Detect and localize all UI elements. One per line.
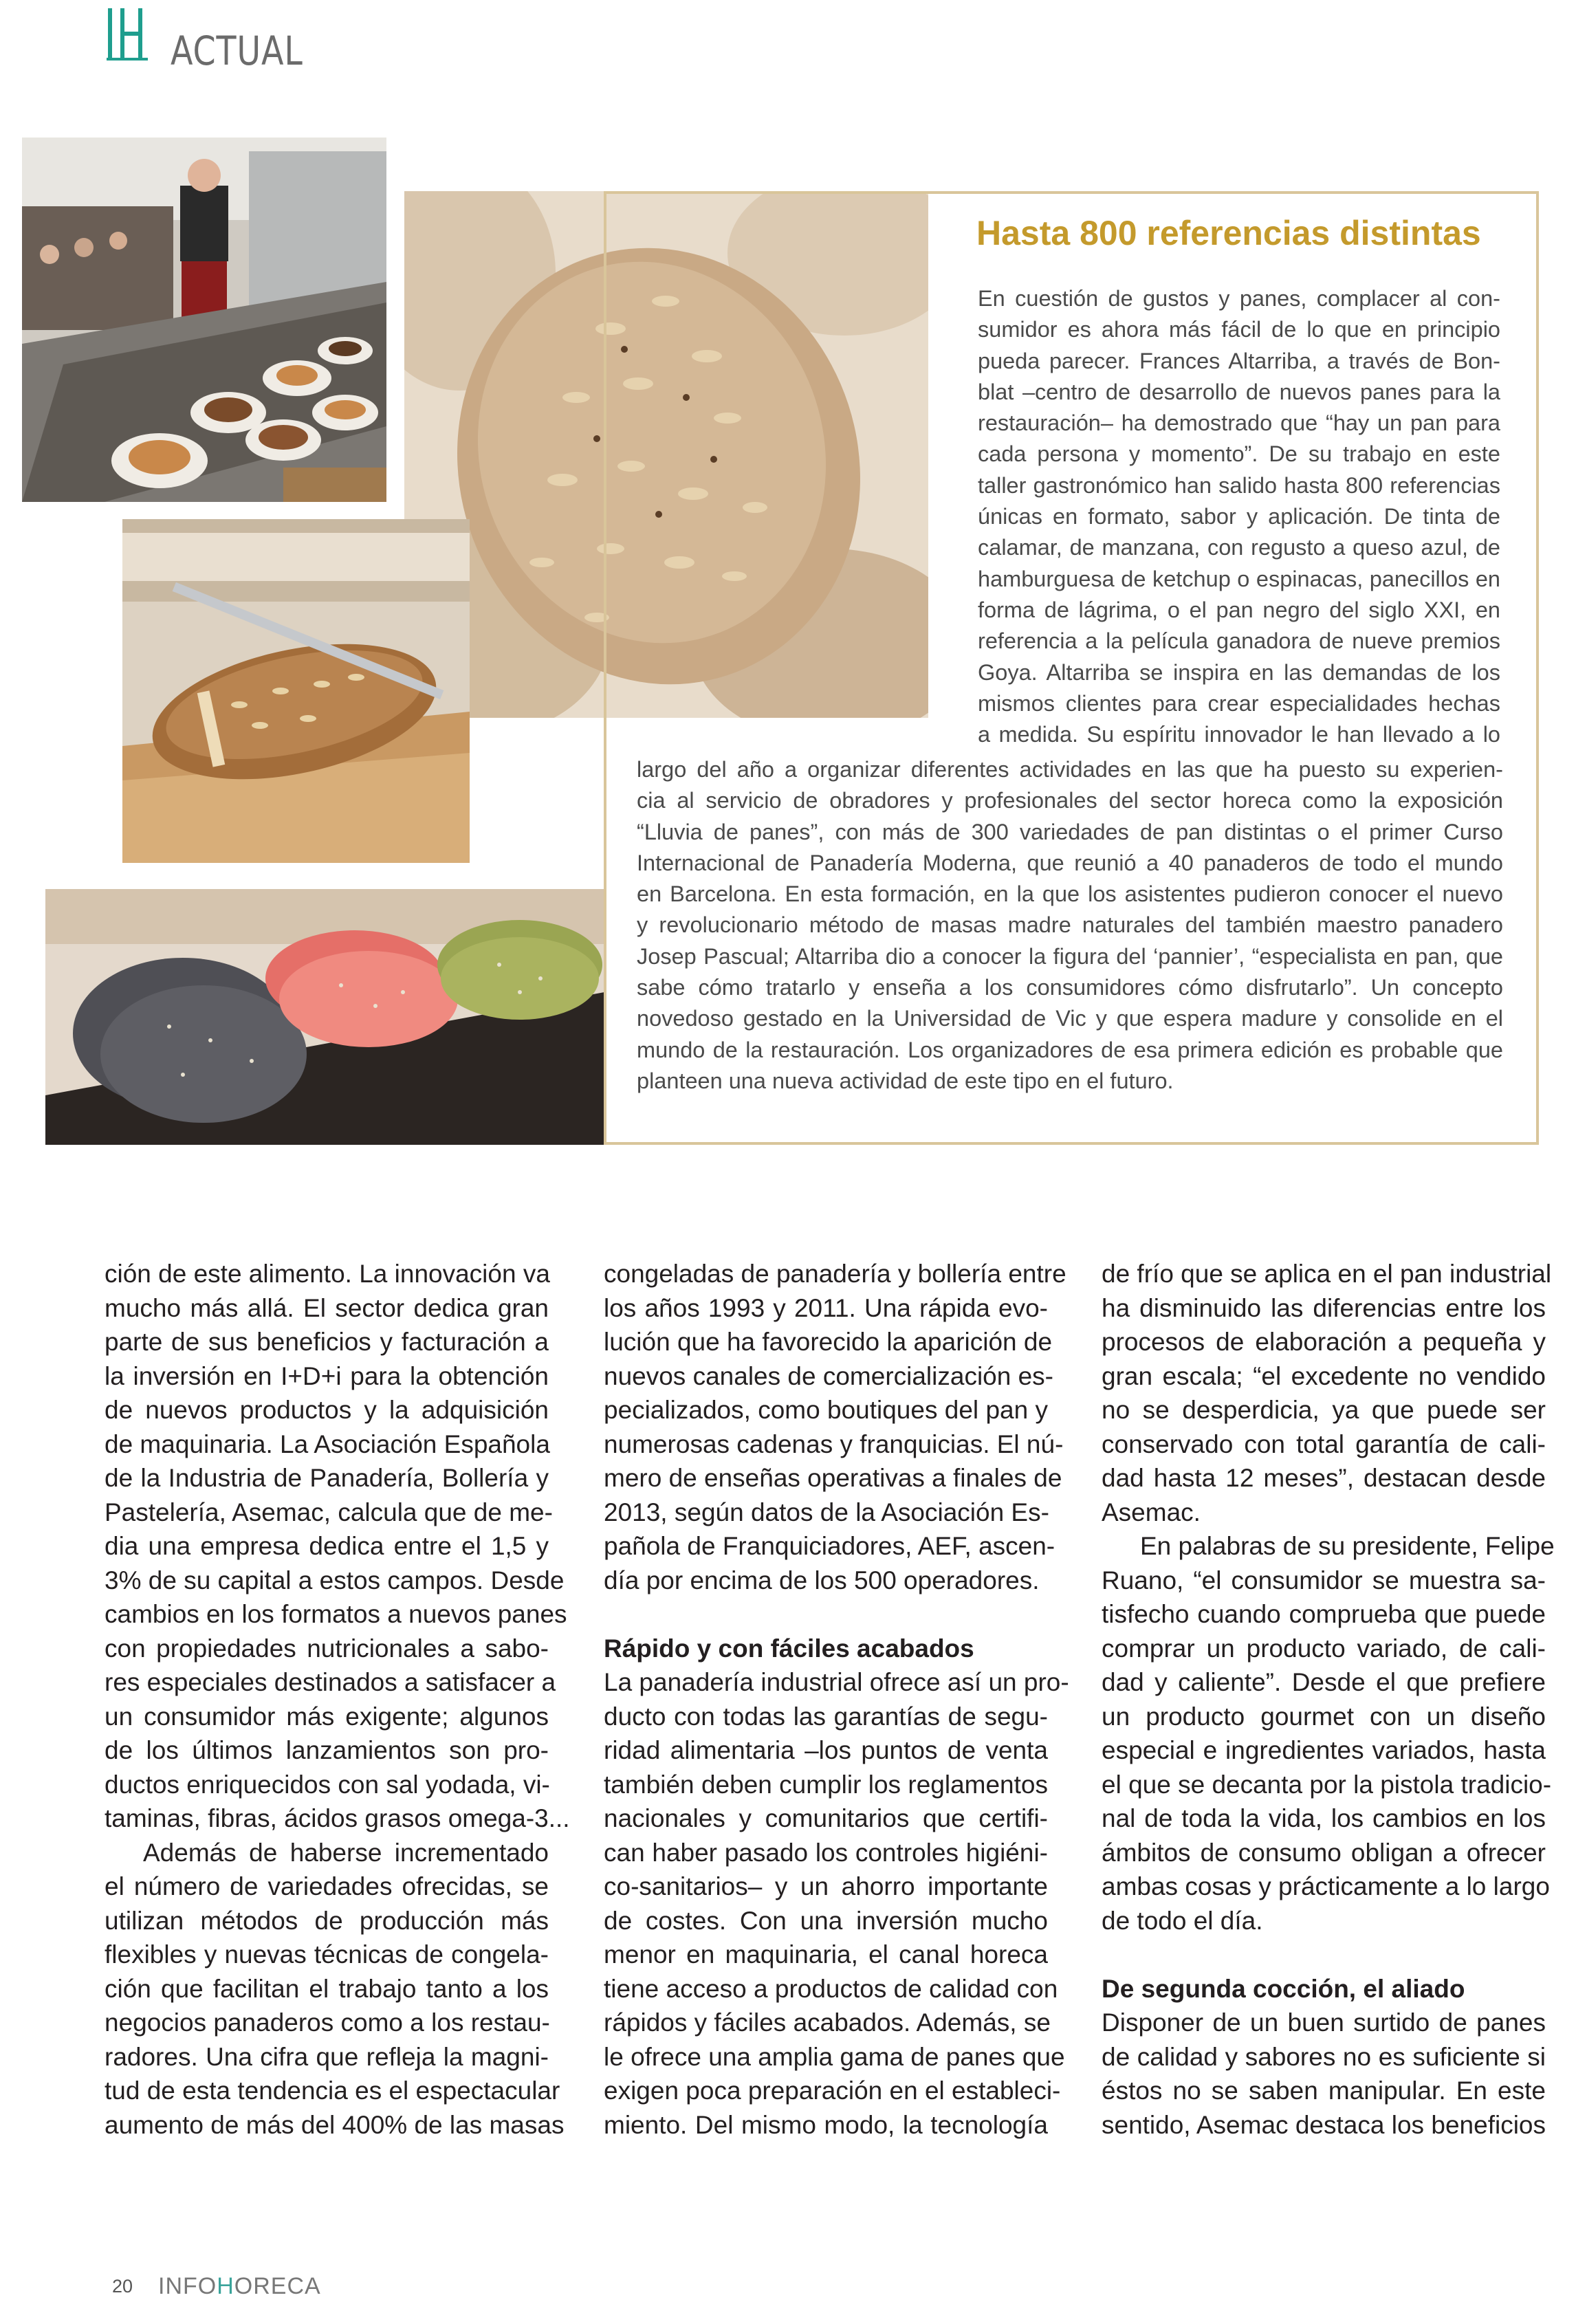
text-line: Goya. Altarriba se inspira en las demandas de los [978, 659, 1500, 685]
text-line: procesos de elaboración a pequeña y [1102, 1328, 1546, 1356]
footer-mag-post: ORECA [234, 2273, 321, 2299]
text-line: dad hasta 12 meses”, destacan desde [1102, 1464, 1546, 1492]
text-line: de calidad y sabores no es suficiente si [1102, 2042, 1546, 2071]
text-line: comprar un producto variado, de cali- [1102, 1634, 1546, 1663]
section-heading: De segunda cocción, el aliado [1102, 1974, 1465, 2003]
text-line: planteen una nueva actividad de este tipo en el futuro. [637, 1068, 1174, 1093]
text-line: aumento de más del 400% de las masas [105, 2110, 565, 2139]
text-line: pecializados, como boutiques del pan y [604, 1396, 1048, 1424]
text-line: los años 1993 y 2011. Una rápida evo- [604, 1293, 1048, 1322]
text-line: tisfecho cuando comprueba que puede [1102, 1600, 1546, 1628]
text-line: de todo el día. [1102, 1906, 1263, 1935]
text-line: de frío que se aplica en el pan industrial [1102, 1260, 1552, 1288]
text-line: mero de enseñas operativas a finales de [604, 1464, 1062, 1492]
sidebar-text-wide [637, 754, 1503, 1097]
text-line: ductos enriquecidos con sal yodada, vi- [105, 1770, 550, 1799]
text-line: el que se decanta por la pistola tradicio- [1102, 1770, 1552, 1799]
text-line: éstos no se saben manipular. En este [1102, 2076, 1546, 2105]
text-line: pueda parecer. Frances Altarriba, a través de Bon- [978, 348, 1500, 373]
text-line: largo del año a organizar diferentes actividades en las que ha puesto su experien- [637, 757, 1503, 782]
colored-burger-buns-photo [45, 889, 604, 1145]
text-line: tud de esta tendencia es el espectacular [105, 2076, 560, 2105]
text-line: Josep Pascual; Altarriba dio a conocer la figura del ‘pannier’, “especialista en pan, que [637, 943, 1503, 969]
text-line: cambios en los formatos a nuevos panes [105, 1600, 567, 1628]
text-line: especial e ingredientes variados, hasta [1102, 1736, 1546, 1764]
text-line: taminas, fibras, ácidos grasos omega-3... [105, 1804, 570, 1832]
text-line: cada persona y momento”. De su trabajo en este [978, 441, 1500, 467]
text-line: ambas cosas y prácticamente a lo largo [1102, 1872, 1550, 1900]
text-line: cia al servicio de obradores y profesionales del sector horeca como la exposición [637, 788, 1503, 813]
footer-mag-h: H [217, 2273, 234, 2299]
text-line: Además de haberse incrementado [143, 1838, 549, 1867]
text-line: 2013, según datos de la Asociación Es- [604, 1498, 1049, 1526]
text-line: no se desperdicia, ya que puede ser [1102, 1396, 1546, 1424]
text-line: can haber pasado los controles higiéni- [604, 1838, 1048, 1867]
text-line: dia una empresa dedica entre el 1,5 y [105, 1532, 549, 1560]
text-line: el número de variedades ofrecidas, se [105, 1872, 549, 1900]
text-line: un producto gourmet con un diseño [1102, 1702, 1546, 1731]
text-line: ducto con todas las garantías de segu- [604, 1702, 1048, 1731]
text-line: Pastelería, Asemac, calcula que de me- [105, 1498, 553, 1526]
text-line: de la Industria de Panadería, Bollería y [105, 1464, 549, 1492]
text-line: parte de sus beneficios y facturación a [105, 1328, 549, 1356]
text-line: miento. Del mismo modo, la tecnología [604, 2110, 1048, 2139]
article-column-1 [105, 1257, 570, 2142]
text-line: Internacional de Panadería Moderna, que reunió a 40 panaderos de todo el mundo [637, 850, 1503, 875]
text-line: negocios panaderos como a los restau- [105, 2008, 550, 2037]
text-line: nacionales y comunitarios que certifi- [604, 1804, 1048, 1832]
text-line: novedoso gestado en la Universidad de Vic y que espera madure y consolide en el [637, 1006, 1503, 1031]
text-line: Disponer de un buen surtido de panes [1102, 2008, 1546, 2037]
text-line: tiene acceso a productos de calidad con [604, 1974, 1058, 2003]
text-line: restauración– ha demostrado que “hay un pan para [978, 410, 1500, 436]
text-line: forma de lágrima, o el pan negro del siglo XXI, en [978, 597, 1500, 622]
text-line: a medida. Su espíritu innovador le han llevado a lo [978, 722, 1500, 747]
text-line: referencia a la película ganadora de nueve premios [978, 628, 1500, 654]
text-line: un consumidor más exigente; algunos [105, 1702, 549, 1731]
text-line: Asemac. [1102, 1498, 1201, 1526]
text-line: mundo de la restauración. Los organizadores de esa primera edición es probable que [637, 1037, 1503, 1062]
text-line: ridad alimentaria –los puntos de venta [604, 1736, 1048, 1764]
text-line: 3% de su capital a estos campos. Desde [105, 1566, 565, 1594]
text-line: radores. Una cifra que refleja la magni- [105, 2042, 549, 2071]
text-line: pañola de Franquiciadores, AEF, ascen- [604, 1532, 1055, 1560]
text-line: nal de toda la vida, los cambios en los [1102, 1804, 1546, 1832]
footer-mag-pre: INFO [158, 2273, 217, 2299]
text-line: ámbitos de consumo obligan a ofrecer [1102, 1838, 1546, 1867]
text-line: rápidos y fáciles acabados. Además, se [604, 2008, 1051, 2037]
text-line: lución que ha favorecido la aparición de [604, 1328, 1053, 1356]
text-line: mismos clientes para crear especialidades hechas [978, 690, 1500, 716]
text-line: la inversión en I+D+i para la obtención [105, 1361, 549, 1390]
text-line: utilizan métodos de producción más [105, 1906, 549, 1935]
article-column-2 [604, 1257, 1069, 2142]
text-line: de maquinaria. La Asociación Española [105, 1429, 550, 1458]
text-line: ción que facilitan el trabajo tanto a los [105, 1974, 549, 2003]
paragraph-gap [1102, 1938, 1546, 1972]
text-line: y revolucionario método de masas madre naturales del también maestro panadero [637, 912, 1503, 938]
text-line: en Barcelona. En esta formación, en la que los asistentes pudieron conocer el nuevo [637, 881, 1503, 907]
text-line: taller gastronómico han salido hasta 800 referencias [978, 472, 1500, 498]
text-line: también deben cumplir los reglamentos [604, 1770, 1048, 1799]
section-heading: Rápido y con fáciles acabados [604, 1634, 974, 1663]
paragraph-gap [604, 1597, 1048, 1632]
page-number: 20 [112, 2276, 133, 2296]
text-line: sumidor es ahora más fácil de lo que en principio [978, 317, 1500, 342]
text-line: exigen poca preparación en el estableci- [604, 2076, 1061, 2105]
text-line: res especiales destinados a satisfacer a [105, 1668, 556, 1696]
sidebar-text-narrow [978, 283, 1500, 750]
text-line: de los últimos lanzamientos son pro- [105, 1736, 549, 1764]
section-label: ACTUAL [171, 28, 303, 74]
text-line: día por encima de los 500 operadores. [604, 1566, 1040, 1594]
text-line: le ofrece una amplia gama de panes que [604, 2042, 1065, 2071]
text-line: mucho más allá. El sector dedica gran [105, 1293, 549, 1322]
text-line: flexibles y nuevas técnicas de congela- [105, 1940, 549, 1969]
logo-ih-icon [107, 6, 148, 62]
text-line: “Lluvia de panes”, con más de 300 variedades de pan distintas o el primer Curso [637, 819, 1503, 844]
text-line: sabe cómo tratarlo y enseña a los consumidores cómo disfrutarlo”. Un concepto [637, 975, 1503, 1000]
text-line: Ruano, “el consumidor se muestra sa- [1102, 1566, 1546, 1594]
article-column-3 [1102, 1257, 1555, 2142]
text-line: hamburguesa de ketchup o espinacas, panecillos en [978, 566, 1500, 591]
sliced-loaf-photo [122, 519, 470, 863]
text-line: con propiedades nutricionales a sabo- [105, 1634, 549, 1663]
text-line: calamar, de manzana, con regusto a queso azul, de [978, 535, 1500, 560]
text-line: blat –centro de desarrollo de nuevos panes para la [978, 379, 1500, 404]
text-line: de nuevos productos y la adquisición [105, 1396, 549, 1424]
bakery-demonstration-photo [22, 138, 386, 502]
text-line: numerosas cadenas y franquicias. El nú- [604, 1429, 1064, 1458]
text-line: gran escala; “el excedente no vendido [1102, 1361, 1546, 1390]
text-line: conservado con total garantía de cali- [1102, 1429, 1546, 1458]
text-line: congeladas de panadería y bollería entre [604, 1260, 1066, 1288]
text-line: co-sanitarios– y un ahorro importante [604, 1872, 1048, 1900]
text-line: En palabras de su presidente, Felipe [1140, 1532, 1555, 1560]
text-line: ha disminuido las diferencias entre los [1102, 1293, 1546, 1322]
text-line: La panadería industrial ofrece así un pro- [604, 1668, 1069, 1696]
text-line: de costes. Con una inversión mucho [604, 1906, 1048, 1935]
text-line: ción de este alimento. La innovación va [105, 1260, 550, 1288]
footer-magazine-name [158, 2273, 321, 2300]
sidebar-title: Hasta 800 referencias distintas [976, 214, 1481, 252]
text-line: sentido, Asemac destaca los beneficios [1102, 2110, 1546, 2139]
text-line: menor en maquinaria, el canal horeca [604, 1940, 1048, 1969]
text-line: dad y caliente”. Desde el que prefiere [1102, 1668, 1546, 1696]
text-line: únicas en formato, sabor y aplicación. De tinta de [978, 504, 1500, 529]
text-line: nuevos canales de comercialización es- [604, 1361, 1054, 1390]
text-line: En cuestión de gustos y panes, complacer al con- [978, 286, 1500, 311]
